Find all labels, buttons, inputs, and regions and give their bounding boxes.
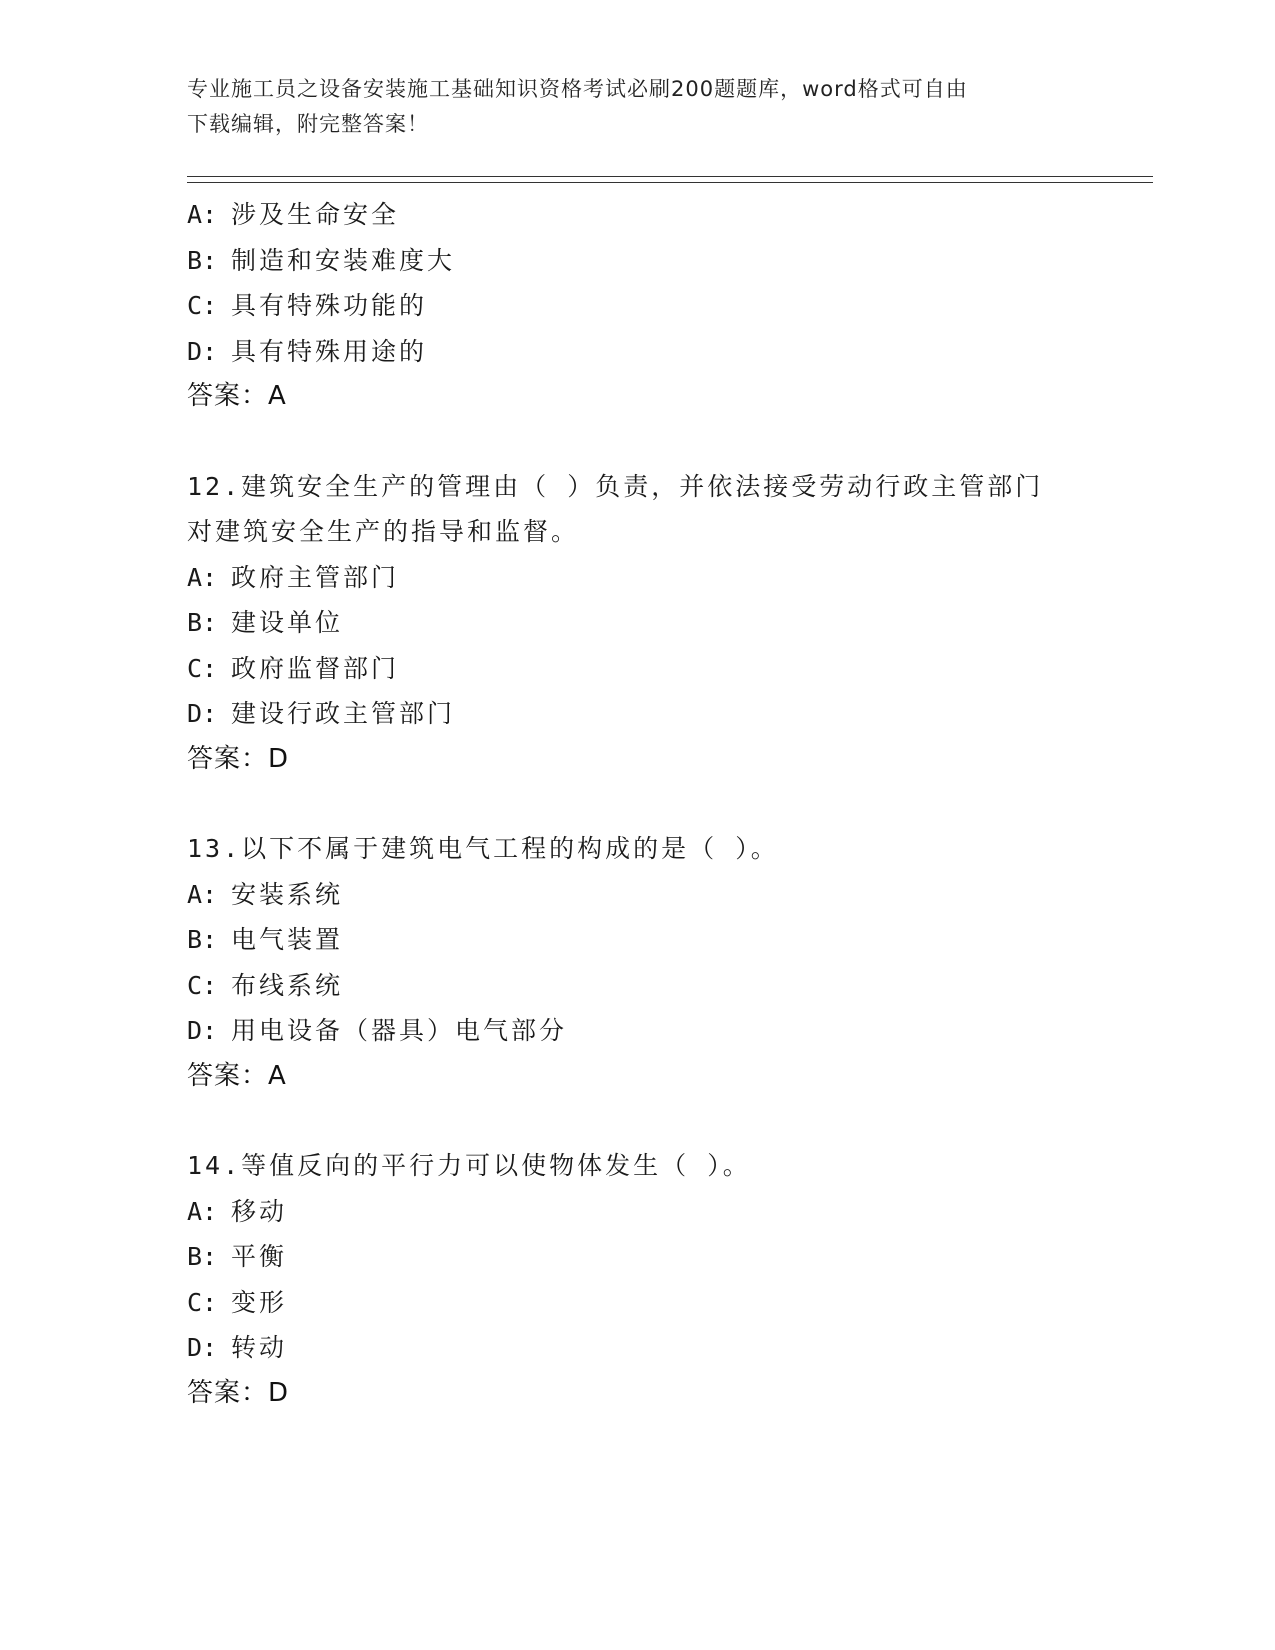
option-text: 电气装置 (231, 925, 344, 954)
option-d (187, 329, 1087, 375)
option-c (187, 1280, 1087, 1326)
question-block-13 (187, 826, 1087, 1099)
option-text: 建设单位 (231, 608, 344, 637)
option-letter: C: (187, 291, 218, 320)
option-text: 政府监督部门 (231, 653, 400, 683)
option-text: 布线系统 (231, 970, 344, 1000)
option-text: 变形 (231, 1287, 288, 1317)
option-letter: A: (187, 562, 218, 592)
option-b (187, 600, 1087, 646)
option-c (187, 963, 1087, 1009)
option-c (187, 283, 1087, 329)
option-a (187, 555, 1087, 601)
question-stem: 12.建筑安全生产的管理由（ ）负责，并依法接受劳动行政主管部门 (187, 471, 1044, 501)
option-b (187, 1234, 1087, 1280)
option-text: 用电设备（器具）电气部分 (231, 1016, 568, 1045)
option-text: 涉及生命安全 (231, 200, 400, 229)
option-text: 具有特殊功能的 (231, 291, 428, 320)
question-block-11 (187, 192, 1087, 420)
header-divider-bottom (187, 182, 1153, 183)
option-text: 移动 (231, 1196, 288, 1226)
option-letter: B: (187, 245, 218, 275)
option-letter: B: (187, 925, 218, 954)
option-letter: A: (187, 879, 218, 909)
option-text: 平衡 (231, 1242, 288, 1271)
option-letter: D: (187, 699, 218, 728)
header-line-1: 专业施工员之设备安装施工基础知识资格考试必刷200题题库，word格式可自由 (187, 77, 968, 101)
option-text: 制造和安装难度大 (231, 245, 456, 275)
answer: 答案：D (187, 1377, 290, 1408)
question-stem: 14.等值反向的平行力可以使物体发生（ ）。 (187, 1151, 751, 1180)
answer: 答案：A (187, 1060, 287, 1091)
question-list (187, 192, 1087, 1416)
option-b (187, 917, 1087, 963)
answer: 答案：A (187, 381, 287, 411)
answer: 答案：D (187, 743, 290, 774)
option-a (187, 1189, 1087, 1235)
header-line-2: 下载编辑，附完整答案！ (187, 112, 429, 136)
option-letter: A: (187, 200, 218, 229)
option-letter: C: (187, 1287, 218, 1317)
option-letter: B: (187, 608, 218, 637)
option-letter: C: (187, 653, 218, 683)
question-block-12 (187, 464, 1087, 783)
document-header (187, 72, 1067, 142)
option-d (187, 691, 1087, 737)
option-letter: B: (187, 1242, 218, 1271)
option-text: 转动 (231, 1333, 288, 1362)
header-divider-top (187, 176, 1153, 177)
option-letter: D: (187, 336, 218, 366)
option-c (187, 646, 1087, 692)
option-text: 建设行政主管部门 (231, 699, 456, 728)
option-letter: D: (187, 1016, 218, 1045)
option-letter: A: (187, 1196, 218, 1226)
option-d (187, 1008, 1087, 1054)
option-d (187, 1325, 1087, 1371)
option-text: 安装系统 (231, 879, 344, 909)
option-a (187, 192, 1087, 238)
option-a (187, 872, 1087, 918)
option-letter: D: (187, 1333, 218, 1362)
option-text: 具有特殊用途的 (231, 336, 428, 366)
question-stem: 13.以下不属于建筑电气工程的构成的是（ ）。 (187, 834, 779, 863)
question-stem-continued: 对建筑安全生产的指导和监督。 (187, 517, 580, 546)
option-text: 政府主管部门 (231, 562, 400, 592)
question-block-14 (187, 1143, 1087, 1416)
option-letter: C: (187, 970, 218, 1000)
option-b (187, 238, 1087, 284)
